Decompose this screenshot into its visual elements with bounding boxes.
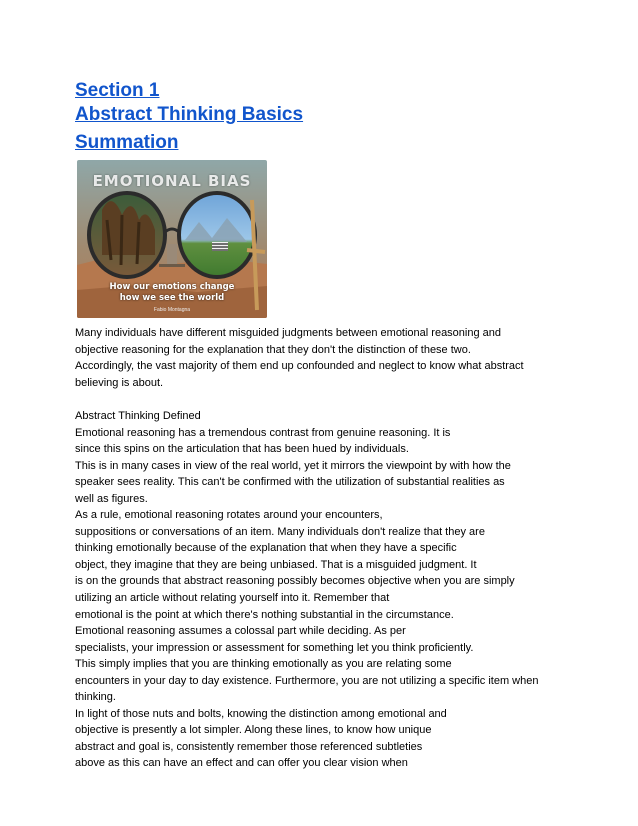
paragraph-line: Accordingly, the vast majority of them end up confounded and neglect to know what abstract — [75, 360, 524, 373]
paragraph-line: believing is about. — [75, 376, 164, 389]
figure-caption-line2: how we see the world — [119, 293, 225, 303]
paragraph-line: well as figures. — [75, 492, 148, 505]
section-heading[interactable]: Section 1 — [75, 80, 160, 101]
emotional-bias-image — [77, 160, 267, 318]
paragraph-line: since this spins on the articulation that has been hued by individuals. — [75, 443, 409, 456]
paragraph-line: As a rule, emotional reasoning rotates around your encounters, — [75, 509, 383, 522]
paragraph-line: suppositions or conversations of an item. Many individuals don't realize that they are — [75, 525, 485, 538]
paragraph-line: is on the grounds that abstract reasoning possibly becomes objective when you are simply — [75, 575, 515, 588]
definition-paragraph — [75, 408, 615, 772]
paragraph-line: encounters in your day to day existence. Furthermore, you are not utilizing a specific item when — [75, 674, 539, 687]
paragraph-line: Emotional reasoning has a tremendous contrast from genuine reasoning. It is — [75, 426, 451, 439]
paragraph-line: objective is presently a lot simpler. Along these lines, to know how unique — [75, 724, 432, 737]
paragraph-line: objective reasoning for the explanation that they don't the distinction of these two. — [75, 343, 471, 356]
figure-caption-line1: How our emotions change — [109, 282, 235, 292]
intro-paragraph — [75, 325, 615, 391]
paragraph-line: utilizing an article without relating yourself into it. Remember that — [75, 592, 390, 605]
figure-credit: Fabio Montagna — [153, 307, 191, 313]
paragraph-line: object, they imagine that they are being unbiased. That is a misguided judgment. It — [75, 558, 477, 571]
paragraph-line: emotional is the point at which there's nothing substantial in the circumstance. — [75, 608, 454, 621]
title-heading[interactable]: Abstract Thinking Basics — [75, 104, 304, 125]
paragraph-line: thinking. — [75, 691, 116, 704]
paragraph-line: In light of those nuts and bolts, knowing the distinction among emotional and — [75, 707, 447, 720]
figure-title: EMOTIONAL BIAS — [92, 172, 252, 190]
paragraph-line: Many individuals have different misguided judgments between emotional reasoning and — [75, 327, 502, 339]
definition-heading: Abstract Thinking Defined — [75, 410, 201, 422]
paragraph-line: abstract and goal is, consistently remember those referenced subtleties — [75, 740, 423, 753]
paragraph-line: above as this can have an effect and can offer you clear vision when — [75, 757, 408, 770]
paragraph-line: This is in many cases in view of the real world, yet it mirrors the viewpoint by with how the — [75, 459, 511, 472]
paragraph-line: Emotional reasoning assumes a colossal part while deciding. As per — [75, 625, 406, 638]
paragraph-line: speaker sees reality. This can't be confirmed with the utilization of substantial realities as — [75, 476, 505, 489]
paragraph-line: thinking emotionally because of the explanation that when they have a specific — [75, 542, 457, 555]
paragraph-line: specialists, your impression or assessment for something let you think proficiently. — [75, 641, 474, 654]
subtitle-heading[interactable]: Summation — [75, 132, 179, 153]
paragraph-line: This simply implies that you are thinking emotionally as you are relating some — [75, 658, 452, 671]
